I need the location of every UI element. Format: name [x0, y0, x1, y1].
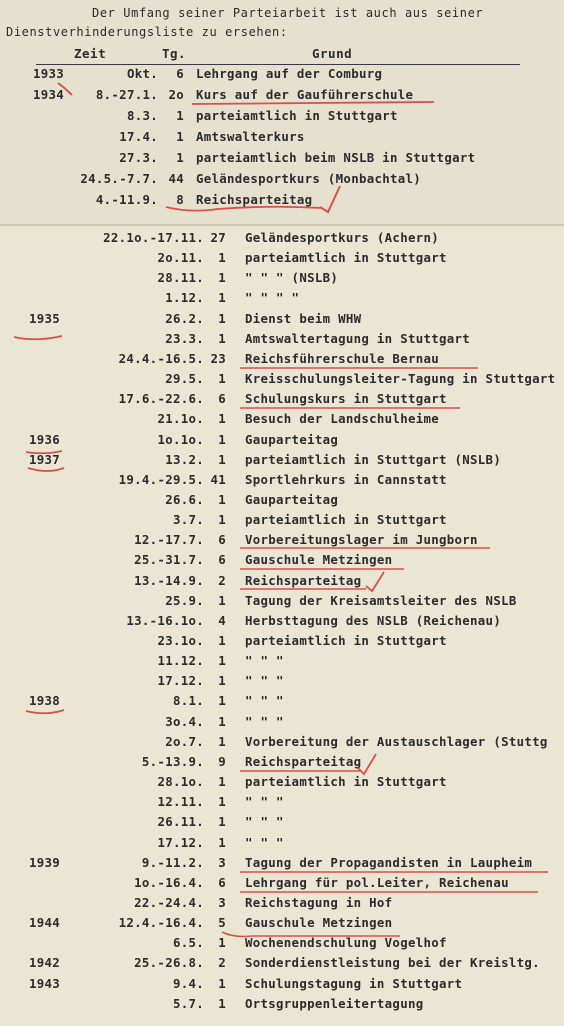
- row-reason: Tagung der Kreisamtsleiter des NSLB: [245, 592, 517, 608]
- table-row: [0, 754, 564, 774]
- row-reason: " " ": [245, 814, 284, 830]
- row-reason: Schulungskurs in Stuttgart: [245, 391, 447, 407]
- row-reason: parteiamtlich in Stuttgart: [245, 512, 447, 528]
- row-days: 1: [176, 150, 184, 165]
- row-date: 17.4.: [119, 129, 158, 144]
- row-days: 9: [218, 753, 226, 769]
- row-reason: " " ": [245, 713, 284, 729]
- header-rule: [36, 64, 520, 65]
- row-date: 12.-17.7.: [134, 532, 204, 548]
- row-reason: " " ": [245, 653, 284, 669]
- row-days: 1: [218, 935, 226, 951]
- row-date: 24.5.-7.7.: [80, 171, 158, 186]
- table-row: [0, 108, 564, 128]
- row-reason: Reichsparteitag: [196, 192, 313, 207]
- table-row: [0, 855, 564, 875]
- row-date: 17.12.: [157, 834, 204, 850]
- row-reason: Kreisschulungsleiter-Tagung in Stuttgart: [245, 371, 556, 387]
- table-row: [0, 593, 564, 613]
- row-date: 3o.4.: [165, 713, 204, 729]
- row-date: 21.1o.: [157, 411, 204, 427]
- row-reason: " " " ": [245, 290, 300, 306]
- row-reason: parteiamtlich in Stuttgart (NSLB): [245, 451, 502, 467]
- row-days: 1: [218, 814, 226, 830]
- table-row: [0, 633, 564, 653]
- table-row: [0, 192, 564, 212]
- row-date: 5.-13.9.: [141, 753, 204, 769]
- table-row: [0, 552, 564, 572]
- row-days: 27: [210, 230, 226, 245]
- row-reason: Gauschule Metzingen: [245, 915, 393, 931]
- table-row: [0, 895, 564, 915]
- row-reason: " " ": [245, 673, 284, 689]
- row-days: 4: [218, 612, 226, 628]
- row-year: 1934: [32, 87, 64, 102]
- row-days: 1: [218, 431, 226, 447]
- table-row: [0, 432, 564, 452]
- document-sheet-top: [0, 0, 564, 224]
- row-reason: Dienst beim WHW: [245, 310, 362, 326]
- row-days: 6: [218, 874, 226, 890]
- row-date: 22.-24.4.: [134, 894, 204, 910]
- row-reason: Gauparteitag: [245, 431, 339, 447]
- row-reason: parteiamtlich in Stuttgart: [245, 633, 447, 648]
- row-reason: Sonderdienstleistung bei der Kreisltg.: [245, 955, 540, 971]
- row-date: 9.4.: [172, 975, 204, 991]
- row-reason: " " ": [245, 794, 284, 810]
- row-reason: Amtswalterkurs: [196, 129, 305, 144]
- row-days: 1: [218, 673, 226, 689]
- table-row: [0, 230, 564, 250]
- row-days: 2o: [168, 87, 184, 102]
- row-date: 1o.1o.: [157, 431, 204, 447]
- row-date: 22.1o.-17.11.: [103, 230, 204, 245]
- column-header-tage: Tg.: [162, 46, 187, 61]
- row-days: 1: [218, 794, 226, 810]
- table-row: [0, 794, 564, 814]
- row-date: 26.6.: [165, 491, 204, 507]
- row-date: 8.3.: [126, 108, 158, 123]
- table-row: [0, 734, 564, 754]
- row-reason: Reichsparteitag: [245, 753, 362, 769]
- row-days: 1: [218, 270, 226, 286]
- row-date: 5.7.: [172, 995, 204, 1011]
- row-days: 41: [210, 471, 226, 487]
- row-days: 1: [218, 693, 226, 709]
- row-reason: Reichstagung in Hof: [245, 894, 393, 910]
- table-row: [0, 814, 564, 834]
- row-date: 8.-27.1.: [95, 87, 158, 102]
- row-days: 1: [218, 995, 226, 1011]
- row-date: 17.12.: [157, 673, 204, 689]
- row-reason: Geländesportkurs (Monbachtal): [196, 171, 422, 186]
- row-days: 1: [218, 491, 226, 507]
- row-reason: parteiamtlich in Stuttgart: [245, 250, 447, 266]
- row-days: 5: [218, 915, 226, 931]
- row-days: 1: [218, 713, 226, 729]
- intro-line-2: Dienstverhinderungsliste zu ersehen:: [6, 25, 288, 39]
- row-year: 1937: [28, 451, 60, 467]
- table-row: [0, 371, 564, 391]
- table-row: [0, 250, 564, 270]
- row-reason: Geländesportkurs (Achern): [245, 230, 439, 245]
- row-days: 1: [176, 129, 184, 144]
- row-reason: parteiamtlich beim NSLB in Stuttgart: [196, 150, 476, 165]
- row-date: 25.9.: [165, 592, 204, 608]
- row-reason: Tagung der Propagandisten in Laupheim: [245, 854, 533, 870]
- table-row: [0, 673, 564, 693]
- row-days: 1: [218, 592, 226, 608]
- row-days: 1: [218, 774, 226, 790]
- row-days: 1: [176, 108, 184, 123]
- table-row: [0, 915, 564, 935]
- document-sheet-bottom: [0, 224, 564, 1026]
- table-row: [0, 532, 564, 552]
- row-days: 23: [210, 350, 226, 366]
- table-row: [0, 129, 564, 149]
- row-days: 1: [218, 290, 226, 306]
- row-days: 6: [218, 532, 226, 548]
- row-year: 1938: [28, 693, 60, 709]
- row-year: 1933: [32, 66, 64, 81]
- row-days: 2: [218, 955, 226, 971]
- row-reason: Kurs auf der Gauführerschule: [196, 87, 414, 102]
- row-days: 44: [168, 171, 184, 186]
- intro-line-1: Der Umfang seiner Parteiarbeit ist auch aus seiner: [92, 6, 484, 20]
- row-reason: Gauparteitag: [245, 491, 339, 507]
- table-row: [0, 311, 564, 331]
- table-row: [0, 492, 564, 512]
- row-days: 1: [218, 411, 226, 427]
- row-days: 3: [218, 894, 226, 910]
- row-days: 1: [218, 975, 226, 991]
- table-row: [0, 391, 564, 411]
- row-reason: parteiamtlich in Stuttgart: [196, 108, 398, 123]
- row-reason: Sportlehrkurs in Cannstatt: [245, 471, 447, 487]
- row-date: 28.1o.: [157, 774, 204, 790]
- row-year: 1943: [28, 975, 60, 991]
- row-date: 11.12.: [157, 653, 204, 669]
- row-reason: Lehrgang auf der Comburg: [196, 66, 383, 81]
- row-date: 6.5.: [172, 935, 204, 951]
- row-date: 4.-11.9.: [95, 192, 158, 207]
- row-days: 6: [218, 391, 226, 407]
- row-days: 1: [218, 512, 226, 528]
- table-row: [0, 976, 564, 996]
- row-date: 2o.7.: [165, 733, 204, 749]
- table-row: [0, 653, 564, 673]
- row-date: 9.-11.2.: [141, 854, 204, 870]
- row-days: 1: [218, 834, 226, 850]
- table-row: [0, 613, 564, 633]
- row-reason: Herbsttagung des NSLB (Reichenau): [245, 612, 502, 628]
- row-date: Okt.: [126, 66, 158, 81]
- table-row: [0, 472, 564, 492]
- table-row: [0, 411, 564, 431]
- row-reason: " " ": [245, 834, 284, 850]
- row-reason: Ortsgruppenleitertagung: [245, 995, 424, 1011]
- row-date: 23.1o.: [157, 633, 204, 648]
- row-days: 6: [176, 66, 184, 81]
- row-reason: " " " (NSLB): [245, 270, 339, 286]
- table-row: [0, 452, 564, 472]
- row-date: 13.-16.1o.: [126, 612, 204, 628]
- row-date: 3.7.: [172, 512, 204, 528]
- row-date: 2o.11.: [157, 250, 204, 266]
- row-reason: Besuch der Landschulheime: [245, 411, 439, 427]
- table-row: [0, 573, 564, 593]
- row-date: 12.4.-16.4.: [118, 915, 204, 931]
- row-date: 29.5.: [165, 371, 204, 387]
- column-header-zeit: Zeit: [74, 46, 107, 61]
- row-year: 1944: [28, 915, 60, 931]
- row-reason: " " ": [245, 693, 284, 709]
- row-days: 1: [218, 371, 226, 387]
- row-reason: Vorbereitung der Austauschlager (Stuttg: [245, 733, 548, 749]
- row-days: 1: [218, 310, 226, 326]
- row-reason: Gauschule Metzingen: [245, 552, 393, 568]
- row-days: 1: [218, 733, 226, 749]
- row-days: 1: [218, 330, 226, 346]
- row-reason: Reichsparteitag: [245, 572, 362, 588]
- row-days: 1: [218, 653, 226, 669]
- row-date: 12.11.: [157, 794, 204, 810]
- table-row: [0, 774, 564, 794]
- row-days: 6: [218, 552, 226, 568]
- row-date: 1.12.: [165, 290, 204, 306]
- row-days: 1: [218, 633, 226, 648]
- table-row: [0, 270, 564, 290]
- row-reason: Lehrgang für pol.Leiter, Reichenau: [245, 874, 509, 890]
- row-year: 1936: [28, 431, 60, 447]
- row-reason: parteiamtlich in Stuttgart: [245, 774, 447, 790]
- table-row: [0, 171, 564, 191]
- row-date: 19.4.-29.5.: [118, 471, 204, 487]
- row-date: 25.-31.7.: [134, 552, 204, 568]
- table-row: [0, 331, 564, 351]
- table-row: [0, 693, 564, 713]
- table-row: [0, 150, 564, 170]
- row-date: 26.11.: [157, 814, 204, 830]
- row-days: 2: [218, 572, 226, 588]
- row-date: 25.-26.8.: [134, 955, 204, 971]
- row-date: 1o.-16.4.: [134, 874, 204, 890]
- row-days: 3: [218, 854, 226, 870]
- table-row: [0, 87, 564, 107]
- table-row: [0, 996, 564, 1016]
- table-row: [0, 875, 564, 895]
- table-row: [0, 935, 564, 955]
- row-reason: Vorbereitungslager im Jungborn: [245, 532, 478, 548]
- table-row: [0, 714, 564, 734]
- row-days: 1: [218, 250, 226, 266]
- row-date: 23.3.: [165, 330, 204, 346]
- row-reason: Reichsführerschule Bernau: [245, 350, 439, 366]
- row-days: 8: [176, 192, 184, 207]
- row-date: 13.-14.9.: [134, 572, 204, 588]
- column-header-grund: Grund: [312, 46, 353, 61]
- row-year: 1942: [28, 955, 60, 971]
- row-reason: Amtswaltertagung in Stuttgart: [245, 330, 471, 346]
- table-row: [0, 290, 564, 310]
- row-reason: Wochenendschulung Vogelhof: [245, 935, 447, 951]
- row-year: 1935: [28, 310, 60, 326]
- row-days: 1: [218, 451, 226, 467]
- table-row: [0, 835, 564, 855]
- table-row: [0, 66, 564, 86]
- table-row: [0, 351, 564, 371]
- row-date: 8.1.: [172, 693, 204, 709]
- row-year: 1939: [28, 854, 60, 870]
- row-date: 13.2.: [165, 451, 204, 467]
- row-date: 26.2.: [165, 310, 204, 326]
- table-row: [0, 512, 564, 532]
- table-row: [0, 955, 564, 975]
- row-date: 17.6.-22.6.: [118, 391, 204, 407]
- row-reason: Schulungstagung in Stuttgart: [245, 975, 463, 991]
- row-date: 27.3.: [119, 150, 158, 165]
- row-date: 28.11.: [157, 270, 204, 286]
- row-date: 24.4.-16.5.: [118, 350, 204, 366]
